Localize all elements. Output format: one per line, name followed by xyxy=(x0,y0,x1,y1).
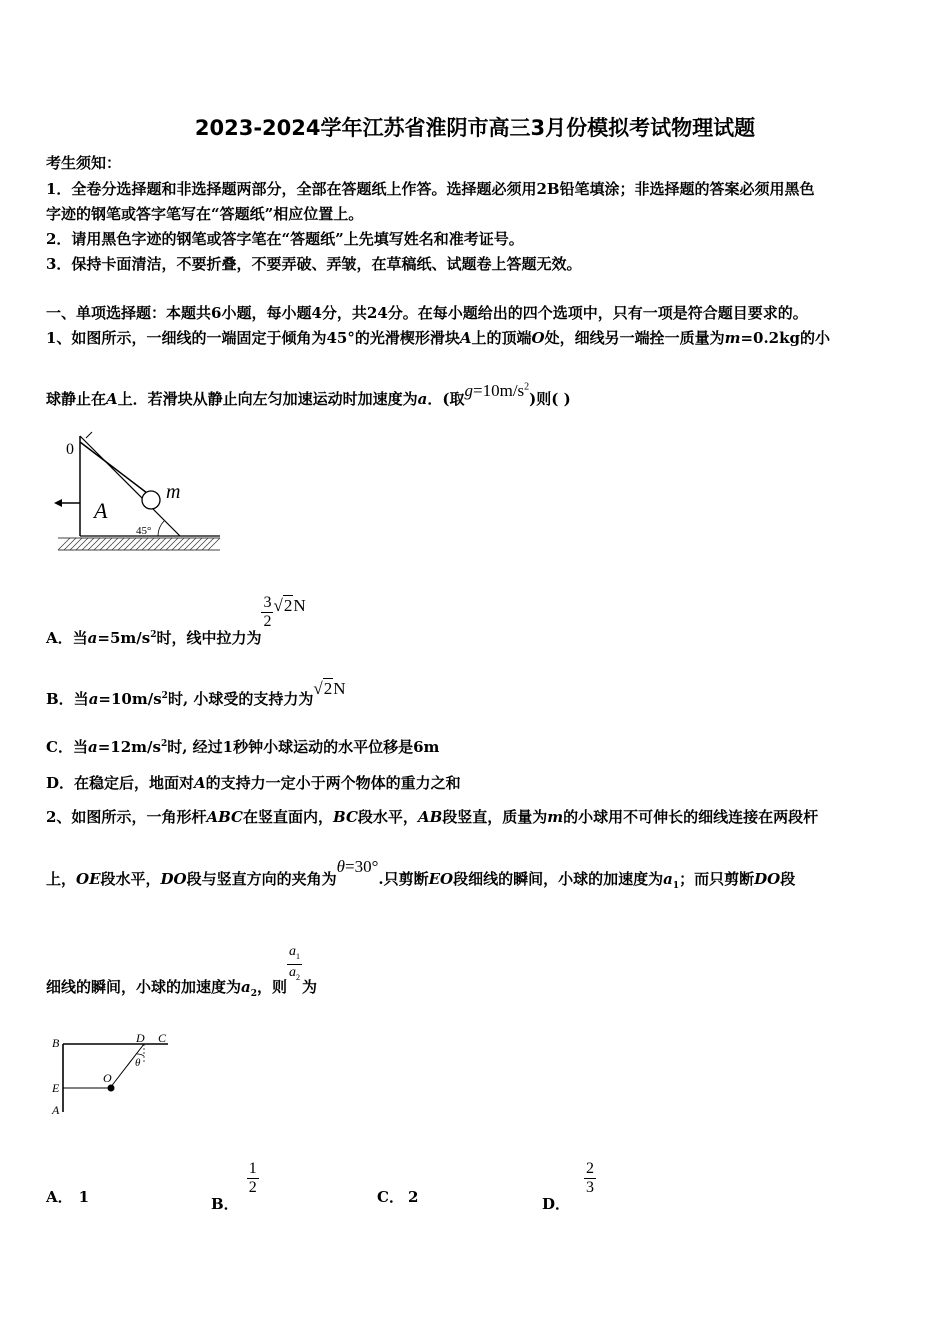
page-title: 2023-2024学年江苏省淮阴市高三3月份模拟考试物理试题 xyxy=(194,116,756,140)
q1-optA-fraction: $\frac{3}{2}$ xyxy=(263,594,272,630)
q2-option-b: B． $\frac{1}{2}$ xyxy=(211,1160,257,1213)
notice-item-2: 2．请用黑色字迹的钢笔或答字笔在“答题纸”上先填写姓名和准考证号。 xyxy=(46,230,524,248)
q1-fig-angle: 45° xyxy=(136,525,152,537)
q1-wedge-figure xyxy=(50,428,230,558)
q1-option-d: D．在稳定后，地面对A的支持力一定小于两个物体的重力之和 xyxy=(46,774,461,792)
q1-line2: 球静止在A上．若滑块从静止向左匀加速运动时加速度为a．(取$g=10m/s^2$)则( ) xyxy=(46,381,571,408)
q1-fig-label-a: A xyxy=(94,498,108,523)
q1-option-a: A．当$a=5m/s^2$时，线中拉力为 $\frac{3}{2}$ √2N xyxy=(46,594,306,647)
q2-option-c: C． 2 xyxy=(377,1188,419,1206)
q1-fig-label-m: m xyxy=(166,481,181,503)
q2-option-d: D． $\frac{2}{3}$ xyxy=(542,1160,595,1213)
q1-fig-label-o: 0 xyxy=(66,441,74,458)
q2-fig-label-o: O xyxy=(103,1071,112,1085)
q1-option-c: C．当$a=12m/s^2$时, 经过1秒钟小球运动的水平位移是6m xyxy=(46,738,440,756)
g-expression: $g=10m/s^2$ xyxy=(464,381,530,400)
q2-fig-label-a: A xyxy=(52,1103,60,1117)
notice-item-3: 3．保持卡面清洁，不要折叠，不要弄破、弄皱，在草稿纸、试题卷上答题无效。 xyxy=(46,255,582,273)
q2-fig-label-b: B xyxy=(52,1036,60,1050)
q2-fig-label-e: E xyxy=(52,1081,60,1095)
notice-heading: 考生须知： xyxy=(46,154,122,172)
section-heading: 一、单项选择题：本题共6小题，每小题4分，共24分。在每小题给出的四个选项中，只有一项是符合题目要求的。 xyxy=(46,304,808,322)
q2-option-a: A． 1 xyxy=(46,1188,90,1206)
q2-line3: 细线的瞬间，小球的加速度为$a_2$，则 $\frac{a_1}{a_2}$ 为 xyxy=(46,944,318,1000)
q2-fig-label-theta: θ xyxy=(135,1057,141,1069)
notice-item-1a: 1．全卷分选择题和非选择题两部分，全部在答题纸上作答。选择题必须用2B铅笔填涂；非选择题的答案必须用黑色 xyxy=(46,180,815,198)
q2-line2: 上，OE段水平，DO段与竖直方向的夹角为θ=30°.只剪断EO段细线的瞬间，小球的加速度为$a_1$；而只剪断DO段 xyxy=(46,857,796,891)
q2-ratio-fraction: $\frac{a_1}{a_2}$ xyxy=(287,944,302,985)
q2-line1: 2、如图所示，一角形杆ABC在竖直面内，BC段水平，AB段竖直，质量为m的小球用不可伸长的细线连接在两段杆 xyxy=(46,808,819,826)
q2-fig-label-d: D xyxy=(136,1031,145,1045)
theta-expression: θ=30° xyxy=(336,857,379,876)
notice-item-1b: 字迹的钢笔或答字笔写在“答题纸”相应位置上。 xyxy=(46,205,364,223)
q1-option-b: B．当$a=10m/s^2$时, 小球受的支持力为√2N xyxy=(46,679,346,708)
q1-line1: 1、如图所示，一细线的一端固定于倾角为45°的光滑楔形滑块A上的顶端O处，细线另一端拴一质量为m=0.2kg的小 xyxy=(46,329,830,347)
q2-rod-figure xyxy=(48,1030,188,1122)
q2-fig-label-c: C xyxy=(158,1031,167,1045)
